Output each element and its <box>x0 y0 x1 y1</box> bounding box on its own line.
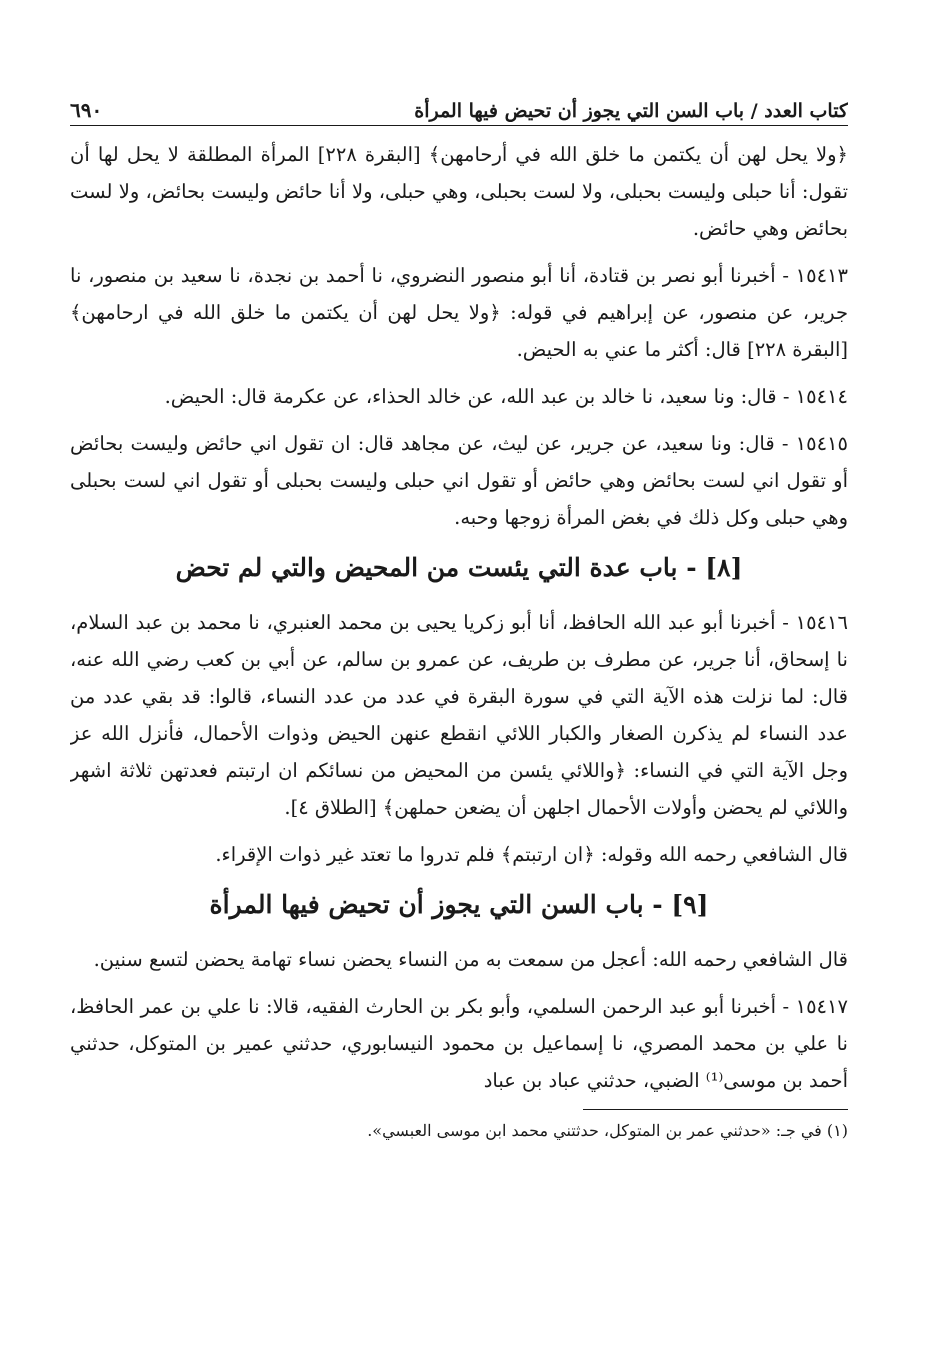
hadith-paragraph: ١٥٤١٧ - أخبرنا أبو عبد الرحمن السلمي، وأبو بكر بن الحارث الفقيه، قالا: نا علي بن عمر الحافظ، نا علي بن محمد المصري، نا إسماعيل بن محمود النيسابوري، حدثني عمير بن المتوكل، حدثني أحمد بن موسى⁽¹⁾ الضبي، حدثني عباد بن عباد <box>70 995 848 1092</box>
hadith-number: ١٥٤١٥ <box>795 432 848 455</box>
header-title: كتاب العدد / باب السن التي يجوز أن تحيض فيها المرأة <box>414 100 848 122</box>
hadith-paragraph <box>70 941 848 978</box>
section-bottom <box>70 941 848 1099</box>
hadith-number: ١٥٤١٤ <box>795 385 848 408</box>
hadith-number: ١٥٤١٧ <box>795 995 848 1018</box>
hadith-paragraph: ١٥٤١٦ - أخبرنا أبو عبد الله الحافظ، أنا أبو زكريا يحيى بن محمد العنبري، نا محمد بن عبد السلام، نا إسحاق، أنا جرير، عن مطرف بن طريف، عن عمرو بن سالم، عن أبي بن كعب رضي الله عنه، قال: لما نزلت هذه الآية التي في سورة البقرة في عدد من عدد النساء، قالوا: قد بقي عدد من عدد النساء لم يذكرن الصغار والكبار اللائي انقطع عنهن الحيض وذوات الأحمال، فأنزل الله عز وجل الآية التي في النساء: ﴿واللائي يئسن من المحيض من نسائكم ان ارتبتم فعدتهن ثلاثة اشهر واللائي لم يحضن وأولات الأحمال اجلهن أن يضعن حملهن﴾ [الطلاق ٤]. <box>70 611 848 819</box>
chapter-heading-9: [٩] - باب السن التي يجوز أن تحيض فيها المرأة <box>209 890 709 919</box>
hadith-paragraph <box>70 836 848 873</box>
hadith-paragraph <box>70 136 848 247</box>
section-top <box>70 136 848 536</box>
footnote-separator <box>583 1109 848 1110</box>
document-page <box>70 82 848 1312</box>
hadith-paragraph: ١٥٤١٤ - قال: ونا سعيد، نا خالد بن عبد الله، عن خالد الحذاء، عن عكرمة قال: الحيض. <box>164 385 848 408</box>
hadith-paragraph: ١٥٤١٣ - أخبرنا أبو نصر بن قتادة، أنا أبو منصور النضروي، نا أحمد بن نجدة، نا سعيد بن منصور، نا جرير، عن منصور، عن إبراهيم في قوله: ﴿ولا يحل لهن أن يكتمن ما خلق الله في ارحامهن﴾ [البقرة ٢٢٨] قال: أكثر ما عني به الحيض. <box>70 264 848 361</box>
paragraph-text: ﴿ولا يحل لهن أن يكتمن ما خلق الله في أرحامهن﴾ [البقرة ٢٢٨] المرأة المطلقة لا يحل لها أن تقول: أنا حبلى وليست بحبلى، ولا لست بحبلى، وهي حبلى، ولا أنا حائض وليست بحائض، ولا لست بحائض وهي حائض. <box>70 143 848 240</box>
page-body <box>70 136 848 1099</box>
hadith-number: ١٥٤١٣ <box>795 264 848 287</box>
footnote: (١) في جـ: «حدثني عمر بن المتوكل، حدثتني محمد ابن موسى العبسي». <box>367 1121 848 1140</box>
running-header <box>70 82 848 126</box>
page-number: ٦٩٠ <box>70 98 103 122</box>
paragraph-text: أخبرنا أبو عبد الله الحافظ، أنا أبو زكريا يحيى بن محمد العنبري، نا محمد بن عبد السلام، نا إسحاق، أنا جرير، عن مطرف بن طريف، عن عمرو بن سالم، عن أبي بن كعب رضي الله عنه، قال: لما نزلت هذه الآية التي في سورة البقرة في عدد من عدد النساء، قالوا: قد بقي عدد من عدد النساء لم يذكرن الصغار والكبار اللائي انقطع عنهن الحيض وذوات الأحمال، فأنزل الله عز وجل الآية التي في النساء: ﴿واللائي يئسن من المحيض من نسائكم ان ارتبتم فعدتهن ثلاثة اشهر واللائي لم يحضن وأولات الأحمال اجلهن أن يضعن حملهن﴾ [الطلاق ٤]. <box>70 611 848 819</box>
chapter-heading-8: [٨] - باب عدة التي يئست من المحيض والتي لم تحض <box>175 553 743 582</box>
paragraph-text: أخبرنا أبو عبد الرحمن السلمي، وأبو بكر بن الحارث الفقيه، قالا: نا علي بن عمر الحافظ، نا علي بن محمد المصري، نا إسماعيل بن محمود النيسابوري، حدثني عمير بن المتوكل، حدثني أحمد بن موسى⁽¹⁾ الضبي، حدثني عباد بن عباد <box>70 995 848 1092</box>
paragraph-text: قال: ونا سعيد، عن جرير، عن ليث، عن مجاهد قال: ان تقول اني حائض وليست بحائض أو تقول اني لست بحائض وهي حائض أو تقول اني حبلى وليست بحبلى أو تقول اني لست بحبلى وهي حبلى وكل ذلك في بغض المرأة زوجها وحبه. <box>70 432 848 529</box>
paragraph-text: قال: ونا سعيد، نا خالد بن عبد الله، عن خالد الحذاء، عن عكرمة قال: الحيض. <box>164 385 777 408</box>
hadith-number: ١٥٤١٦ <box>795 611 848 634</box>
hadith-paragraph: ١٥٤١٥ - قال: ونا سعيد، عن جرير، عن ليث، عن مجاهد قال: ان تقول اني حائض وليست بحائض أو تقول اني لست بحائض وهي حائض أو تقول اني حبلى وليست بحبلى أو تقول اني لست بحبلى وهي حبلى وكل ذلك في بغض المرأة زوجها وحبه. <box>70 432 848 529</box>
paragraph-text: قال الشافعي رحمه الله وقوله: ﴿ان ارتبتم﴾ فلم تدروا ما تعتد غير ذوات الإقراء. <box>215 843 848 866</box>
paragraph-text: قال الشافعي رحمه الله: أعجل من سمعت به من النساء يحضن نساء تهامة يحضن لتسع سنين. <box>93 948 848 971</box>
paragraph-text: أخبرنا أبو نصر بن قتادة، أنا أبو منصور النضروي، نا أحمد بن نجدة، نا سعيد بن منصور، نا جرير، عن منصور، عن إبراهيم في قوله: ﴿ولا يحل لهن أن يكتمن ما خلق الله في ارحامهن﴾ [البقرة ٢٢٨] قال: أكثر ما عني به الحيض. <box>70 264 848 361</box>
section-mid <box>70 604 848 873</box>
